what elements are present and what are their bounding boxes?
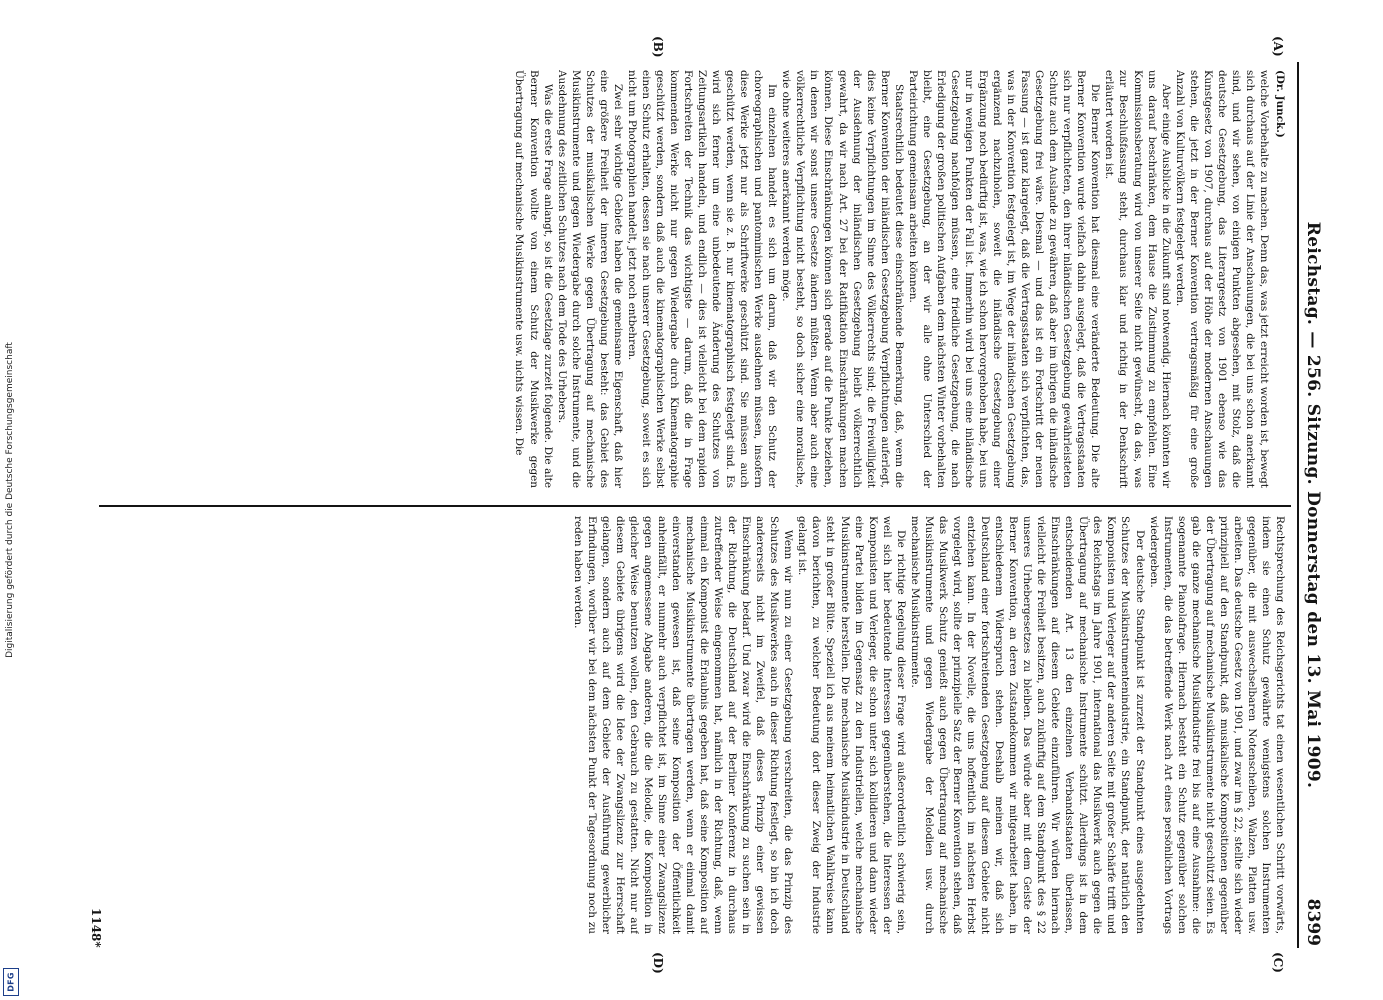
paragraph: Rechtsprechung des Reichsgerichts tat einen wesentlichen Schritt vorwärts, indem sie einen Schutz gewährte wenigstens solchen Instrumenten gegenüber, die mit auswechselbaren Notenscheiben, Walzen, Platten usw. arbeiten. Das deutsche Gesetz von 1901, und zwar im § 22, stellte sich wieder prinzipiell auf den Standpunkt, daß musikalische Kompositionen gegenüber der Übertragung auf mechanische Musikinstrumente nicht geschützt seien. Es gab die ganze mechanische Musikindustrie frei bis auf eine Ausnahme: die sogenannte Pianolafrage. Hiernach besteht ein Schutz gegenüber solchen Instrumenten, die das betreffende Werk nach Art eines persönlichen Vortrags wiedergeben. <box>1147 516 1286 934</box>
margin-mark-d: (D) <box>651 952 665 974</box>
speaker-name: (Dr. Junck.) <box>1274 70 1286 138</box>
paragraph: Was die erste Frage anlangt, so ist die Gesetzlage zurzeit folgende. Die alte Berner Konvention wollte von einem Schutz der Musikwerke gegen Übertragung auf mechanische Musikinstrumente usw. nichts wissen. Die <box>513 70 554 488</box>
left-column <box>107 70 1287 488</box>
page-number: 8399 <box>1303 898 1323 946</box>
paragraph: Der deutsche Standpunkt ist zurzeit der Standpunkt eines ausgedehnten Schutzes der Musikinstrumentenindustrie, ein Standpunkt, der natürlich den Komponisten und Verleger auf der anderen Seite mit großer Schärfe trifft und des Reichstags im Jahre 1901, international das Musikwerk auch gegen die Übertragung auf mechanische Instrumente schützt. Allerdings ist in dem entscheidenden Art. 13 den einzelnen Verbandsstaaten überlassen, Einschränkungen auf diesem Gebiete einzuführen. Wir würden hiernach vielleicht die Freiheit besitzen, auch zukünftig auf dem Standpunkt des § 22 unseres Urhebergesetzes zu bleiben. Das würde aber mit dem Geiste der Berner Konvention, an deren Zustandekommen wir mitgearbeitet haben, in entschiedenem Widerspruch stehen. Deshalb meinen wir, daß sich Deutschland einer fortschreitenden Gesetzgebung auf diesem Gebiete nicht entziehen kann. In der Novelle, die uns hoffentlich im nächsten Herbst vorgelegt wird, sollte der prinzipielle Satz der Berner Konvention stehen, daß das Musikwerk Schutz genießt auch gegen Übertragung auf mechanische Musikinstrumente und gegen Wiedergabe der Melodien usw. durch mechanische Musikinstrumente. <box>908 516 1146 934</box>
margin-mark-c: (C) <box>1271 952 1285 973</box>
paragraph: welche Vorbehalte zu machen. Denn das, was jetzt erreicht worden ist, bewegt sich durchaus auf der Linie der Anschauungen, die bei uns schon anerkannt sind, und wir sehen, von einigen Punkten abgesehen, mit Stolz, daß die deutsche Gesetzgebung, das Literargesetz von 1901 ebenso wie das Kunstgesetz von 1907, durchaus auf der Höhe der modernen Anschauungen stehen, die jetzt in der Berner Konvention vertragsmäßig für eine große Anzahl von Kulturvölkern festgelegt werden. <box>1173 70 1270 488</box>
dfg-logo: DFG <box>3 968 19 996</box>
paragraph: Zwei sehr wichtige Gebiete haben die gemeinsame Eigenschaft, daß hier eine größere Freiheit der inneren Gesetzgebung besteht: das Gebiet des Schutzes der musikalischen Werke gegen Übertragung auf mechanische Musikinstrumente und gegen Wiedergabe durch solche Instrumente, und die Ausdehnung des zeitlichen Schutzes nach dem Tode des Urhebers. <box>555 70 624 488</box>
paragraph: Aber einige Ausblicke in die Zukunft sind notwendig. Hiernach könnten wir uns darauf beschränken, dem Hause die Zustimmung zu empfehlen. Eine Kommissionsberatung wird von unserer Seite nicht gewünscht, da das, was zur Beschlußfassung steht, durchaus klar und richtig in der Denkschrift erläutert worden ist. <box>1103 70 1172 488</box>
sheet-number: 1148* <box>89 908 103 948</box>
paragraph: Die richtige Regelung dieser Frage wird außerordentlich schwierig sein, weil sich hier bedeutende Interessen gegenüberstehen, die Interessen der Komponisten und Verleger, die schon unter sich kollidieren und dann wieder eine Partei bilden im Gegensatz zu den Industriellen, welche mechanische Musikinstrumente herstellen. Die mechanische Musikindustrie in Deutschland steht in großer Blüte. Speziell ich aus meinem heimatlichen Wahlkreise kann davon berichten, zu welcher Bedeutung dort dieser Zweig der Industrie gelangt ist. <box>796 516 907 934</box>
margin-mark-b: (B) <box>651 36 665 58</box>
paragraph: Staatsrechtlich bedeutet diese einschränkende Bemerkung, daß, wenn die Berner Konvention der inländischen Gesetzgebung Verpflichtungen auferlegt, dies keine Verpflichtungen im Sinne des Völkerrechts sind; die Freiwilligkeit der Ausdehnung der inländischen Gesetzgebung bleibt völkerrechtlich gewahrt, da wir nach Art. 27 bei der Ratifikation Einschränkungen machen können. Diese Einschränkungen können sich gerade auf die Punkte beziehen, in denen wir sonst unsere Gesetze ändern müßten. Wenn aber auch eine völkerrechtliche Verpflichtung nicht besteht, so doch sicher eine moralische, wie ohne weiteres anerkannt werden möge. <box>780 70 905 488</box>
column-divider <box>99 505 1291 507</box>
document-page <box>85 36 1325 974</box>
page-header <box>1297 62 1325 948</box>
paragraph: Wenn wir nun zu einer Gesetzgebung verschreiten, die das Prinzip des Schutzes des Musikwerkes auch in dieser Richtung festlegt, so bin ich doch andererseits nicht im Zweifel, daß dieses Prinzip einer gewissen Einschränkung bedarf. Und zwar wird die Einschränkung zu suchen sein in der Richtung, die Deutschland auf der Berliner Konferenz in durchaus zutreffender Weise eingenommen hat, nämlich in der Richtung, daß, wenn einmal ein Komponist die Erlaubnis gegeben hat, daß seine Komposition auf mechanische Musikinstrumente übertragen werden, wenn er einmal damit einverstanden gewesen ist, daß seine Komposition der Öffentlichkeit anheimfällt, er nunmehr auch verpflichtet ist, im Sinne einer Zwangslizenz gegen angemessene Abgabe anderen, die die Melodie, die Komposition in gleicher Weise benutzen wollen, den Gebrauch zu gestatten. Nicht nur auf diesem Gebiete übrigens wird die Idee der Zwangslizenz zur Herrschaft gelangen, sondern auch auf dem Gebiete der Ausführung gewerblicher Erfindungen, worüber wir bei dem nächsten Punkt der Tagesordnung noch zu reden haben werden. <box>571 516 795 934</box>
header-title: Reichstag. — 256. Sitzung. Donnerstag den 13. Mai 1909. <box>1303 221 1323 789</box>
paragraph: Im einzelnen handelt es sich um darum, daß wir den Schutz der choreographischen und pantomimischen Werke ausdehnen müssen, insofern diese Werke jetzt nur als Schriftwerke geschützt sind. Sie müssen auch geschützt werden, wenn sie z. B. nur kinematographisch festgelegt sind. Es wird sich ferner um eine unbedeutende Änderung des Schutzes von Zeitungsartikeln handeln, und endlich — dies ist vielleicht bei dem rapiden Fortschreiten der Technik das wichtigste — darum, daß die in Frage kommenden Werke nicht nur gegen Wiedergabe durch Kinematographie geschützt werden, sondern daß auch die kinematographischen Werke selbst einen Schutz erhalten, dessen sie nach unserer Gesetzgebung, soweit es sich nicht um Photographien handelt, jetzt noch entbehren. <box>625 70 779 488</box>
margin-mark-a: (A) <box>1271 36 1285 57</box>
right-column <box>107 516 1287 934</box>
funding-side-note: Digitalisierung gefördert durch die Deutsche Forschungsgemeinschaft <box>5 342 15 658</box>
paragraph: Die Berner Konvention hat diesmal eine veränderte Bedeutung. Die alte Berner Konvention wurde vielfach dahin ausgelegt, daß die Vertragsstaaten sich nur verpflichteten, den ihrer inländischen Gesetzgebung gewährleisteten Schutz auch dem Auslande zu gewähren, daß aber im übrigen die inländische Gesetzgebung frei wäre. Diesmal — und das ist ein Fortschritt der neuen Fassung — ist ganz klargelegt, daß die Vertragsstaaten sich verpflichten, das, was in der Konvention festgelegt ist, im Wege der inländischen Gesetzgebung ergänzend nachzuholen, soweit die inländische Gesetzgebung einer Ergänzung noch bedürftig ist, was, wie ich schon hervorgehoben habe, bei uns nur in wenigen Punkten der Fall ist. Immerhin wird bei uns eine inländische Gesetzgebung nachfolgen müssen, eine friedliche Gesetzgebung, die nach Erledigung der großen politischen Aufgaben dem nächsten Winter vorbehalten bleibt, eine Gesetzgebung, an der wir alle ohne Unterschied der Parteirichtung gemeinsam arbeiten können. <box>906 70 1102 488</box>
